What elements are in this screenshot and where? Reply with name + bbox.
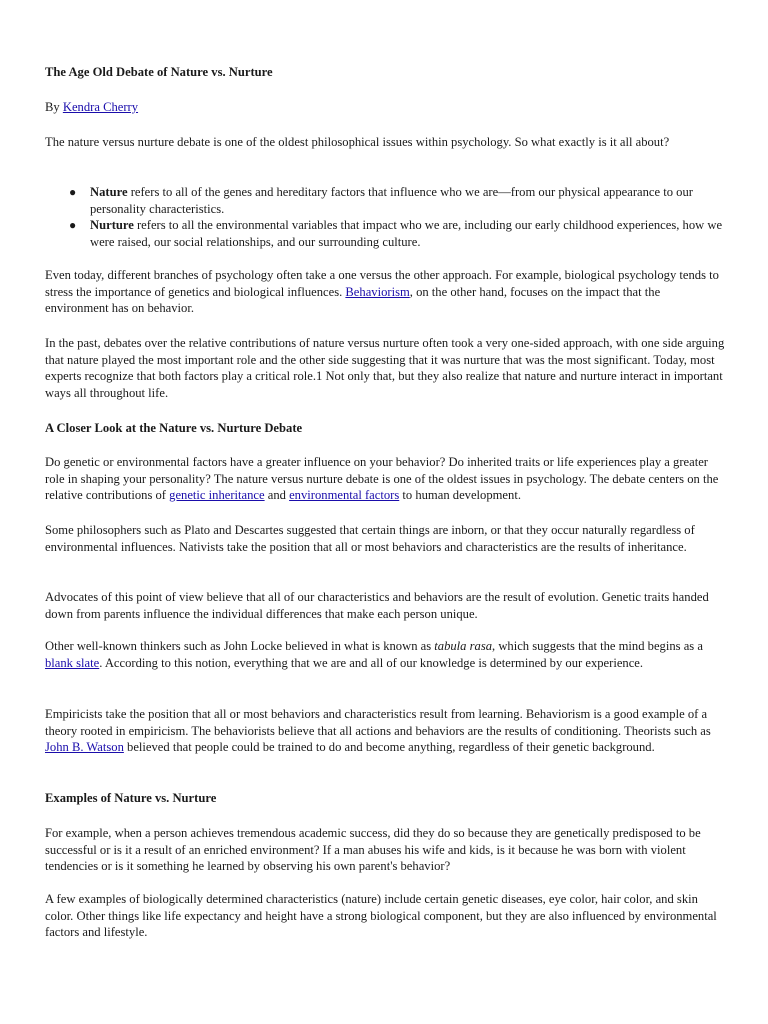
- text: Even today, different branches of psychology often take a one versus the other approach. For example, biological psychology tends to stress the importance of genetics and biological influences.: [45, 268, 719, 299]
- definition-list: [45, 184, 725, 250]
- paragraph-advocates: Advocates of this point of view believe that all of our characteristics and behaviors are the result of evolution. Genetic traits handed down from parents influence the individual differences that make each person unique.: [45, 590, 709, 621]
- text: to human development.: [399, 488, 521, 502]
- nurture-term: Nurture: [90, 218, 134, 232]
- text: and: [264, 488, 290, 502]
- paragraph-few-examples: A few examples of biologically determined characteristics (nature) include certain genetic diseases, eye color, hair color, and skin color. Other things like life expectancy and height have a strong biological component, but they are also influenced by environmental factors and lifestyle.: [45, 892, 717, 939]
- byline-prefix: By: [45, 100, 60, 114]
- paragraph-philosophers: Some philosophers such as Plato and Descartes suggested that certain things are inborn, or that they occur naturally regardless of environmental influences. Nativists take the position that all or most behaviors and characteristics are the results of inheritance.: [45, 523, 695, 554]
- paragraph-empiricists: [45, 706, 725, 756]
- genetic-inheritance-link[interactable]: genetic inheritance: [169, 488, 265, 502]
- text: , which suggests that the mind begins as a: [492, 639, 703, 653]
- intro-paragraph: The nature versus nurture debate is one of the oldest philosophical issues within psychology. So what exactly is it all about?: [45, 135, 670, 149]
- paragraph-in-the-past: In the past, debates over the relative contributions of nature versus nurture often took a very one-sided approach, with one side arguing that nature played the most important role and the other side suggesting that it was nurture that was the most significant. Today, most experts recognize that both factors play a critical role.1 Not only that, but they also realize that nature and nurture interact in important ways all throughout life.: [45, 336, 725, 400]
- text: . According to this notion, everything that we are and all of our knowledge is determined by our experience.: [99, 655, 644, 670]
- text: Do genetic or environmental factors have a greater influence on your behavior? Do inherited traits or life experiences play a greater role in shaping your personality? The nature versus nurture debate is one of the oldest issues in psychology. The debate centers on the relative contributions of: [45, 455, 719, 502]
- section-heading-examples: Examples of Nature vs. Nurture: [45, 791, 217, 805]
- text: believed that people could be trained to do and become anything, regardless of their genetic background.: [123, 740, 655, 754]
- text: Empiricists take the position that all or most behaviors and characteristics result from learning. Behaviorism is a good example of a theory rooted in empiricism. The behaviorists believe that all actions and behaviors are the results of conditioning. Theorists such as: [45, 707, 711, 738]
- list-item: [45, 184, 725, 217]
- text: Other well-known thinkers such as John Locke believed in what is known as: [45, 639, 435, 653]
- list-item: [45, 217, 725, 250]
- text: , on the other hand, focuses on the impact that the environment has on behavior.: [45, 284, 661, 315]
- paragraph-genetic: [45, 454, 725, 504]
- environmental-factors-link[interactable]: environmental factors: [289, 488, 400, 502]
- nature-definition: refers to all of the genes and hereditary factors that influence who we are—from our physical appearance to our personality characteristics.: [90, 185, 693, 216]
- nurture-definition: refers to all the environmental variables that impact who we are, including our early childhood experiences, how we were raised, our social relationships, and our surrounding culture.: [90, 218, 723, 249]
- blank-slate-link[interactable]: blank slate: [45, 655, 100, 670]
- byline: [45, 99, 725, 116]
- author-link[interactable]: Kendra Cherry: [62, 100, 139, 114]
- paragraph-even-today: [45, 267, 725, 317]
- john-watson-link[interactable]: John B. Watson: [45, 740, 124, 754]
- tabula-rasa-term: tabula rasa: [434, 639, 493, 653]
- bullet-icon: ●: [69, 218, 77, 232]
- bullet-icon: ●: [69, 185, 77, 199]
- section-heading-closer-look: A Closer Look at the Nature vs. Nurture Debate: [45, 421, 303, 435]
- article-title: The Age Old Debate of Nature vs. Nurture: [45, 65, 273, 79]
- paragraph-for-example: For example, when a person achieves tremendous academic success, did they do so because they are genetically predisposed to be successful or is it a result of an enriched environment? If a man abuses his wife and kids, is it because he was born with violent tendencies or is it something he learned by observing his own parent's behavior?: [45, 826, 701, 873]
- behaviorism-link[interactable]: Behaviorism: [345, 284, 410, 299]
- paragraph-john-locke: [45, 638, 725, 671]
- nature-term: Nature: [90, 185, 128, 199]
